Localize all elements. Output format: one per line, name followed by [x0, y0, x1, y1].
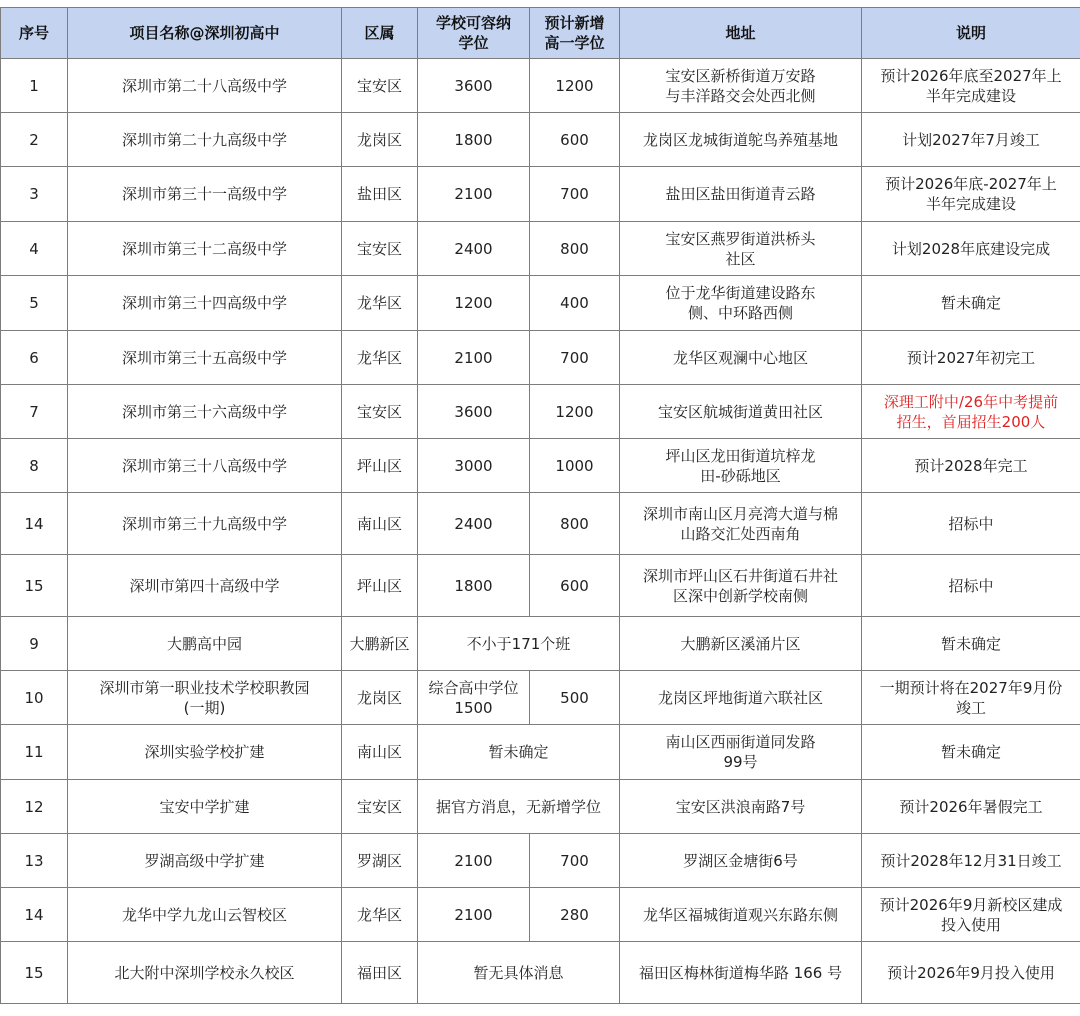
- cell-text: 1800: [454, 577, 492, 595]
- cell-text: 暂未确定: [941, 743, 1001, 761]
- cell-text: 计划2027年7月竣工: [902, 131, 1040, 149]
- cell-name: [68, 222, 342, 276]
- cell-district: 龙华区: [342, 276, 418, 331]
- school-projects-table: [0, 7, 1080, 1004]
- cell-district: 盐田区: [342, 167, 418, 222]
- cell-text: 深理工附中/26年中考提前: [884, 393, 1058, 411]
- cell-address: [620, 942, 862, 1004]
- table-row: [1, 617, 1080, 671]
- cell-new-seats: 600: [530, 113, 620, 167]
- table-row: [1, 555, 1080, 617]
- table-row: [1, 439, 1080, 493]
- table-row: [1, 493, 1080, 555]
- cell-capacity: [418, 834, 530, 888]
- cell-new-seats: 700: [530, 331, 620, 385]
- cell-new-seats: 400: [530, 276, 620, 331]
- cell-text: 2400: [454, 240, 492, 258]
- cell-note: [862, 167, 1080, 222]
- cell-address: [620, 59, 862, 113]
- cell-text: 竣工: [956, 699, 986, 717]
- cell-note: [862, 331, 1080, 385]
- cell-text: 侧、中环路西侧: [688, 304, 793, 322]
- cell-district: 坪山区: [342, 555, 418, 617]
- cell-text: 深圳市第三十八高级中学: [122, 457, 287, 475]
- cell-new-seats: 600: [530, 555, 620, 617]
- cell-no: 6: [1, 331, 68, 385]
- cell-address: [620, 834, 862, 888]
- cell-text: 深圳市第二十九高级中学: [122, 131, 287, 149]
- header-no: 序号: [1, 8, 68, 59]
- cell-text: 龙岗区坪地街道六联社区: [658, 689, 823, 707]
- cell-text: 深圳市第四十高级中学: [129, 577, 279, 595]
- cell-text: 99号: [723, 753, 757, 771]
- cell-text: 预计2027年初完工: [907, 349, 1035, 367]
- cell-capacity: [418, 331, 530, 385]
- table-row: [1, 113, 1080, 167]
- cell-name: [68, 942, 342, 1004]
- cell-no: 4: [1, 222, 68, 276]
- cell-address: [620, 439, 862, 493]
- cell-no: 15: [1, 942, 68, 1004]
- cell-district: 南山区: [342, 493, 418, 555]
- cell-seats-merged: 暂无具体消息: [418, 942, 620, 1004]
- cell-note: [862, 834, 1080, 888]
- cell-no: 14: [1, 493, 68, 555]
- cell-text: 2400: [454, 515, 492, 533]
- cell-text: 社区: [725, 250, 755, 268]
- table-row: [1, 780, 1080, 834]
- cell-text: 大鹏高中园: [167, 635, 242, 653]
- cell-capacity: [418, 385, 530, 439]
- cell-text: 龙岗区龙城街道鸵鸟养殖基地: [643, 131, 838, 149]
- cell-text: 深圳实验学校扩建: [144, 743, 264, 761]
- cell-new-seats: 800: [530, 222, 620, 276]
- cell-text: 龙华中学九龙山云智校区: [122, 906, 287, 924]
- cell-text: 1500: [454, 699, 492, 717]
- cell-text: 山路交汇处西南角: [680, 525, 800, 543]
- cell-address: [620, 617, 862, 671]
- cell-text: 深圳市南山区月亮湾大道与棉: [643, 505, 838, 523]
- cell-district: 龙岗区: [342, 113, 418, 167]
- cell-text: 宝安中学扩建: [159, 798, 249, 816]
- header-note: 说明: [862, 8, 1080, 59]
- cell-address: [620, 725, 862, 780]
- cell-no: 12: [1, 780, 68, 834]
- cell-text: 宝安区航城街道黄田社区: [658, 403, 823, 421]
- cell-text: 招生，首届招生200人: [897, 413, 1046, 431]
- cell-text: 深圳市第三十六高级中学: [122, 403, 287, 421]
- cell-text: 盐田区盐田街道青云路: [665, 185, 815, 203]
- cell-note: [862, 59, 1080, 113]
- cell-text: 2100: [454, 349, 492, 367]
- cell-district: 宝安区: [342, 780, 418, 834]
- cell-new-seats: 700: [530, 167, 620, 222]
- cell-new-seats: 280: [530, 888, 620, 942]
- cell-text: 1200: [454, 294, 492, 312]
- cell-district: 宝安区: [342, 222, 418, 276]
- cell-text: 3000: [454, 457, 492, 475]
- cell-note: [862, 671, 1080, 725]
- table-row: [1, 725, 1080, 780]
- cell-note: [862, 113, 1080, 167]
- cell-text: 宝安区新桥街道万安路: [665, 67, 815, 85]
- cell-text: 罗湖区金塘街6号: [683, 852, 798, 870]
- cell-no: 3: [1, 167, 68, 222]
- cell-district: 宝安区: [342, 59, 418, 113]
- cell-text: 招标中: [948, 577, 993, 595]
- table-row: [1, 671, 1080, 725]
- cell-no: 13: [1, 834, 68, 888]
- cell-note: [862, 385, 1080, 439]
- cell-name: [68, 113, 342, 167]
- cell-capacity: [418, 59, 530, 113]
- table-body: [1, 59, 1080, 1004]
- cell-note: [862, 493, 1080, 555]
- cell-seats-merged: 据官方消息，无新增学位: [418, 780, 620, 834]
- cell-address: [620, 113, 862, 167]
- cell-address: [620, 888, 862, 942]
- cell-address: [620, 385, 862, 439]
- cell-no: 14: [1, 888, 68, 942]
- cell-text: 2100: [454, 185, 492, 203]
- cell-address: [620, 222, 862, 276]
- cell-text: 投入使用: [941, 916, 1001, 934]
- cell-text: 深圳市第一职业技术学校职教园: [99, 679, 309, 697]
- cell-text: 计划2028年底建设完成: [892, 240, 1050, 258]
- cell-text: 3600: [454, 77, 492, 95]
- cell-address: [620, 671, 862, 725]
- cell-capacity: [418, 888, 530, 942]
- cell-note: [862, 555, 1080, 617]
- cell-name: [68, 385, 342, 439]
- cell-capacity: [418, 113, 530, 167]
- cell-capacity: [418, 222, 530, 276]
- cell-address: [620, 493, 862, 555]
- table-row: [1, 385, 1080, 439]
- cell-name: [68, 276, 342, 331]
- cell-text: 深圳市第三十二高级中学: [122, 240, 287, 258]
- cell-note: [862, 725, 1080, 780]
- cell-capacity: [418, 276, 530, 331]
- cell-note: [862, 439, 1080, 493]
- cell-name: [68, 834, 342, 888]
- cell-text: 深圳市第三十一高级中学: [122, 185, 287, 203]
- cell-no: 1: [1, 59, 68, 113]
- cell-text: 2100: [454, 852, 492, 870]
- cell-new-seats: 500: [530, 671, 620, 725]
- table-row: [1, 167, 1080, 222]
- cell-text: 深圳市第三十五高级中学: [122, 349, 287, 367]
- cell-text: 与丰洋路交会处西北侧: [665, 87, 815, 105]
- cell-text: 暂未确定: [941, 294, 1001, 312]
- cell-no: 11: [1, 725, 68, 780]
- cell-text: 南山区西丽街道同发路: [665, 733, 815, 751]
- cell-name: [68, 59, 342, 113]
- cell-text: 预计2026年底至2027年上: [880, 67, 1061, 85]
- table-row: [1, 222, 1080, 276]
- cell-address: [620, 276, 862, 331]
- cell-text: 龙华区观澜中心地区: [673, 349, 808, 367]
- cell-district: 龙华区: [342, 331, 418, 385]
- cell-name: [68, 439, 342, 493]
- table-row: [1, 942, 1080, 1004]
- cell-text: 暂未确定: [941, 635, 1001, 653]
- cell-no: 8: [1, 439, 68, 493]
- cell-text: 一期预计将在2027年9月份: [880, 679, 1063, 697]
- cell-text: 半年完成建设: [926, 87, 1016, 105]
- cell-no: 9: [1, 617, 68, 671]
- cell-name: [68, 167, 342, 222]
- cell-no: 2: [1, 113, 68, 167]
- cell-capacity: [418, 671, 530, 725]
- cell-text: 预计2026年9月新校区建成: [880, 896, 1063, 914]
- cell-address: [620, 331, 862, 385]
- header-new-seats: 预计新增 高一学位: [530, 8, 620, 59]
- cell-district: 南山区: [342, 725, 418, 780]
- cell-text: 龙华区福城街道观兴东路东侧: [643, 906, 838, 924]
- cell-text: 宝安区燕罗街道洪桥头: [665, 230, 815, 248]
- cell-text: 罗湖高级中学扩建: [144, 852, 264, 870]
- cell-new-seats: 700: [530, 834, 620, 888]
- cell-capacity: [418, 555, 530, 617]
- cell-note: [862, 222, 1080, 276]
- cell-district: 龙岗区: [342, 671, 418, 725]
- cell-note: [862, 888, 1080, 942]
- cell-name: [68, 493, 342, 555]
- cell-name: [68, 331, 342, 385]
- cell-new-seats: 1000: [530, 439, 620, 493]
- table-row: [1, 888, 1080, 942]
- cell-text: 预计2026年底-2027年上: [885, 175, 1057, 193]
- cell-text: 1800: [454, 131, 492, 149]
- table-header-row: [1, 8, 1080, 59]
- cell-no: 15: [1, 555, 68, 617]
- cell-new-seats: 800: [530, 493, 620, 555]
- table-row: [1, 834, 1080, 888]
- cell-district: 大鹏新区: [342, 617, 418, 671]
- cell-note: [862, 780, 1080, 834]
- cell-name: [68, 617, 342, 671]
- cell-name: [68, 671, 342, 725]
- header-capacity: 学校可容纳 学位: [418, 8, 530, 59]
- cell-address: [620, 167, 862, 222]
- cell-seats-merged: 暂未确定: [418, 725, 620, 780]
- cell-no: 7: [1, 385, 68, 439]
- cell-text: 大鹏新区溪涌片区: [680, 635, 800, 653]
- cell-district: 福田区: [342, 942, 418, 1004]
- cell-district: 罗湖区: [342, 834, 418, 888]
- cell-text: 位于龙华街道建设路东: [665, 284, 815, 302]
- cell-district: 坪山区: [342, 439, 418, 493]
- cell-name: [68, 555, 342, 617]
- cell-capacity: [418, 439, 530, 493]
- header-district: 区属: [342, 8, 418, 59]
- cell-text: 3600: [454, 403, 492, 421]
- cell-capacity: [418, 493, 530, 555]
- cell-text: 坪山区龙田街道坑梓龙: [665, 447, 815, 465]
- cell-text: 半年完成建设: [926, 195, 1016, 213]
- cell-text: 深圳市第二十八高级中学: [122, 77, 287, 95]
- cell-text: 预计2028年12月31日竣工: [880, 852, 1061, 870]
- cell-text: 综合高中学位: [428, 679, 518, 697]
- cell-text: (一期): [184, 699, 226, 717]
- cell-new-seats: 1200: [530, 385, 620, 439]
- cell-text: 宝安区洪浪南路7号: [676, 798, 806, 816]
- cell-text: 深圳市坪山区石井街道石井社: [643, 567, 838, 585]
- header-address: 地址: [620, 8, 862, 59]
- cell-text: 预计2026年9月投入使用: [887, 964, 1055, 982]
- cell-seats-merged: 不小于171个班: [418, 617, 620, 671]
- cell-note: [862, 942, 1080, 1004]
- table-row: [1, 59, 1080, 113]
- cell-text: 田-砂砾地区: [700, 467, 780, 485]
- cell-note: [862, 617, 1080, 671]
- cell-note: [862, 276, 1080, 331]
- cell-district: 宝安区: [342, 385, 418, 439]
- cell-district: 龙华区: [342, 888, 418, 942]
- cell-no: 5: [1, 276, 68, 331]
- cell-text: 区深中创新学校南侧: [673, 587, 808, 605]
- cell-text: 北大附中深圳学校永久校区: [114, 964, 294, 982]
- cell-no: 10: [1, 671, 68, 725]
- cell-text: 福田区梅林街道梅华路 166 号: [639, 964, 842, 982]
- cell-name: [68, 888, 342, 942]
- cell-text: 深圳市第三十四高级中学: [122, 294, 287, 312]
- cell-name: [68, 780, 342, 834]
- cell-text: 预计2028年完工: [914, 457, 1027, 475]
- cell-address: [620, 780, 862, 834]
- table-row: [1, 276, 1080, 331]
- cell-new-seats: 1200: [530, 59, 620, 113]
- cell-text: 深圳市第三十九高级中学: [122, 515, 287, 533]
- cell-name: [68, 725, 342, 780]
- cell-text: 2100: [454, 906, 492, 924]
- cell-capacity: [418, 167, 530, 222]
- cell-text: 招标中: [948, 515, 993, 533]
- cell-text: 预计2026年暑假完工: [899, 798, 1042, 816]
- cell-address: [620, 555, 862, 617]
- header-name: 项目名称@深圳初高中: [68, 8, 342, 59]
- table-row: [1, 331, 1080, 385]
